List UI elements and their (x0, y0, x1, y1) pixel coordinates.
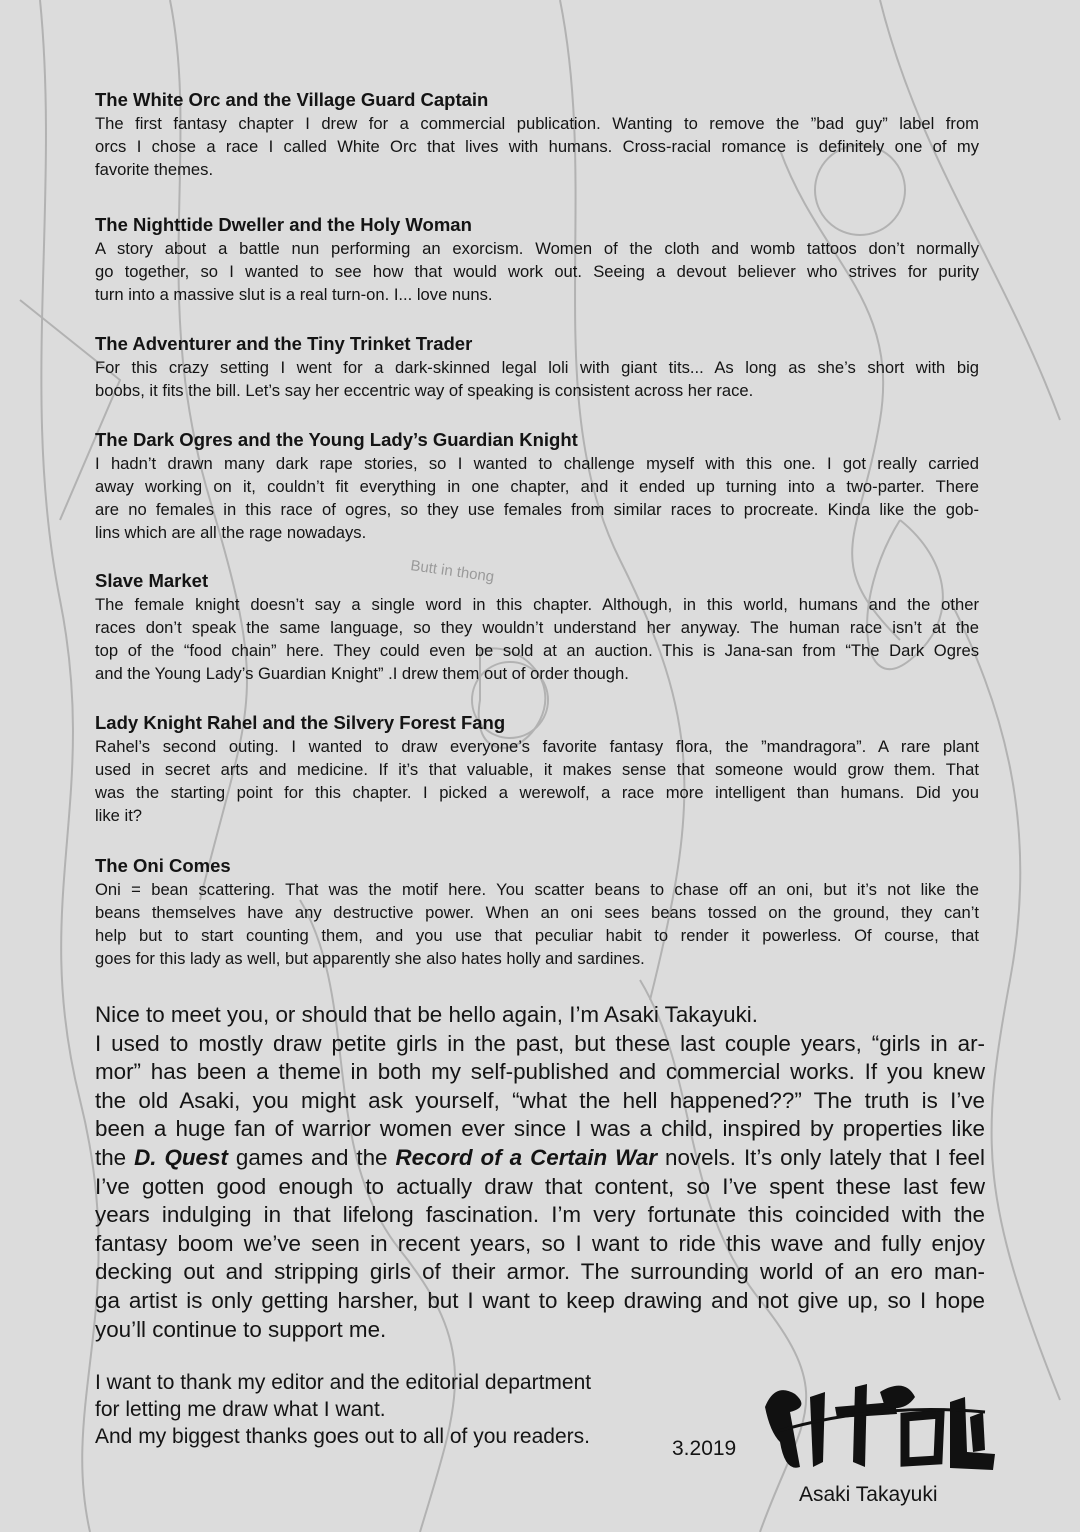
chapter-note-line: races don’t speak the same language, so they wouldn’t understand her anyway. The human race isn’t at the (95, 618, 979, 637)
chapter-note-line: Rahel’s second outing. I wanted to draw everyone’s favorite fantasy flora, the ”mandragora”. A rare plant (95, 737, 979, 756)
chapter-note (95, 88, 979, 181)
chapter-title: The Nighttide Dweller and the Holy Woman (95, 214, 472, 235)
chapter-note-line: help but to start counting them, and you use that peculiar habit to render it powerless. Of course, that (95, 926, 979, 945)
chapter-note (95, 213, 979, 306)
text-segment: Nice to meet you, or should that be hello again, I’m Asaki Takayuki. (95, 1002, 758, 1027)
text-segment: novels. It’s only lately that I feel (657, 1144, 985, 1170)
text-segment: been a huge fan of warrior women ever since I was a child, inspired by properties like (95, 1116, 985, 1142)
chapter-title: The Adventurer and the Tiny Trinket Trader (95, 333, 473, 354)
chapter-note-line: The first fantasy chapter I drew for a commercial publication. Wanting to remove the ”bad guy” label from (95, 114, 979, 133)
chapter-note (95, 569, 979, 685)
chapter-title: The Oni Comes (95, 855, 231, 876)
chapter-note-line: Oni = bean scattering. That was the motif here. You scatter beans to chase off an oni, but it’s not like the (95, 880, 979, 899)
title-reference: Record of a Certain War (395, 1144, 658, 1170)
chapter-note (95, 854, 979, 970)
afterword-message (95, 1001, 985, 1344)
text-segment: you’ll continue to support me. (95, 1316, 387, 1342)
thanks-line: And my biggest thanks goes out to all of you readers. (95, 1425, 590, 1448)
text-segment: decking out and stripping girls of their armor. The surrounding world of an ero man- (95, 1259, 985, 1285)
afterword-line (95, 1258, 985, 1287)
chapter-note (95, 711, 979, 827)
chapter-note-line: favorite themes. (95, 160, 214, 179)
date: 3.2019 (672, 1437, 737, 1460)
chapter-note (95, 332, 979, 402)
text-segment: I used to mostly draw petite girls in the past, but these last couple years, “girls in ar- (95, 1030, 985, 1056)
chapter-note-line: like it? (95, 806, 143, 825)
text-segment: fantasy boom we’ve seen in recent years, so I want to ride this wave and fully enjoy (95, 1230, 985, 1256)
chapter-title: Lady Knight Rahel and the Silvery Forest Fang (95, 712, 506, 733)
afterword-line (95, 1144, 985, 1173)
chapter-note-line: lins which are all the rage nowadays. (95, 523, 367, 542)
afterword-line (95, 1287, 985, 1316)
chapter-title: The Dark Ogres and the Young Lady’s Guardian Knight (95, 429, 578, 450)
afterword-line (95, 1087, 985, 1116)
chapter-note-line: was the starting point for this chapter. I picked a werewolf, a race more intelligent than humans. Did you (95, 783, 979, 802)
chapter-note-line: beans themselves have any destructive power. When an oni sees beans tossed on the ground, they can’t (95, 903, 979, 922)
signature-seal (755, 1372, 1000, 1482)
text-segment: games and the (227, 1144, 396, 1170)
text-segment: years indulging in that lifelong fascination. I’m very fortunate this coincided with the (95, 1202, 985, 1228)
chapter-note-line: go together, so I wanted to see how that would work out. Seeing a devout believer who strives for purity (95, 262, 979, 281)
chapter-note-line: and the Young Lady’s Guardian Knight” .I drew them out of order though. (95, 664, 629, 683)
thanks-line: I want to thank my editor and the editorial department (95, 1371, 592, 1394)
chapter-note-line: orcs I chose a race I called White Orc that lives with humans. Cross-racial romance is definitely one of my (95, 137, 979, 156)
chapter-title: Slave Market (95, 570, 209, 591)
chapter-note-line: are no females in this race of ogres, so they use females from similar races to procreate. Kinda like the gob- (95, 500, 979, 519)
chapter-note-line: top of the “food chain” here. They could even be sold at an auction. This is Jana-san from “The Dark Ogres (95, 641, 979, 660)
chapter-note (95, 428, 979, 544)
chapter-note-line: turn into a massive slut is a real turn-on. I... love nuns. (95, 285, 493, 304)
chapter-note-line: used in secret arts and medicine. If it’s that valuable, it makes sense that someone would grow them. That (95, 760, 979, 779)
chapter-title: The White Orc and the Village Guard Captain (95, 89, 489, 110)
afterword-line (95, 1058, 985, 1087)
thanks-line: for letting me draw what I want. (95, 1398, 386, 1421)
thanks-message (95, 1369, 591, 1450)
afterword-line (95, 1001, 985, 1030)
text-segment: ga artist is only getting harsher, but I want to keep drawing and not give up, so I hope (95, 1287, 985, 1313)
chapter-note-line: boobs, it fits the bill. Let’s say her eccentric way of speaking is consistent across her race. (95, 381, 754, 400)
signature-name: Asaki Takayuki (799, 1483, 938, 1506)
afterword-line (95, 1316, 985, 1345)
afterword-line (95, 1173, 985, 1202)
afterword-line (95, 1030, 985, 1059)
chapter-note-line: A story about a battle nun performing an exorcism. Women of the cloth and womb tattoos don’t normally (95, 239, 979, 258)
text-segment: the (95, 1144, 135, 1170)
afterword-line (95, 1201, 985, 1230)
text-segment: I’ve gotten good enough to actually draw that content, so I’ve spent these last few (95, 1173, 985, 1199)
afterword-line (95, 1115, 985, 1144)
title-reference: D. Quest (134, 1144, 228, 1170)
chapter-note-line: away working on it, couldn’t fit everything in one chapter, and it ended up turning into a two-parter. There (95, 477, 979, 496)
chapter-note-line: The female knight doesn’t say a single word in this chapter. Although, in this world, humans and the other (95, 595, 979, 614)
text-segment: the old Asaki, you might ask yourself, “what the hell happened??” The truth is I’ve (95, 1087, 985, 1113)
chapter-note-line: goes for this lady as well, but apparently she also hates holly and sardines. (95, 949, 645, 968)
chapter-note-line: For this crazy setting I went for a dark-skinned legal loli with giant tits... As long as she’s short with big (95, 358, 979, 377)
sketch-note: Butt in thong (409, 557, 496, 586)
chapter-note-line: I hadn’t drawn many dark rape stories, so I wanted to challenge myself with this one. I got really carried (95, 454, 979, 473)
text-segment: mor” has been a theme in both my self-published and commercial works. If you knew (95, 1059, 985, 1085)
afterword-line (95, 1230, 985, 1259)
